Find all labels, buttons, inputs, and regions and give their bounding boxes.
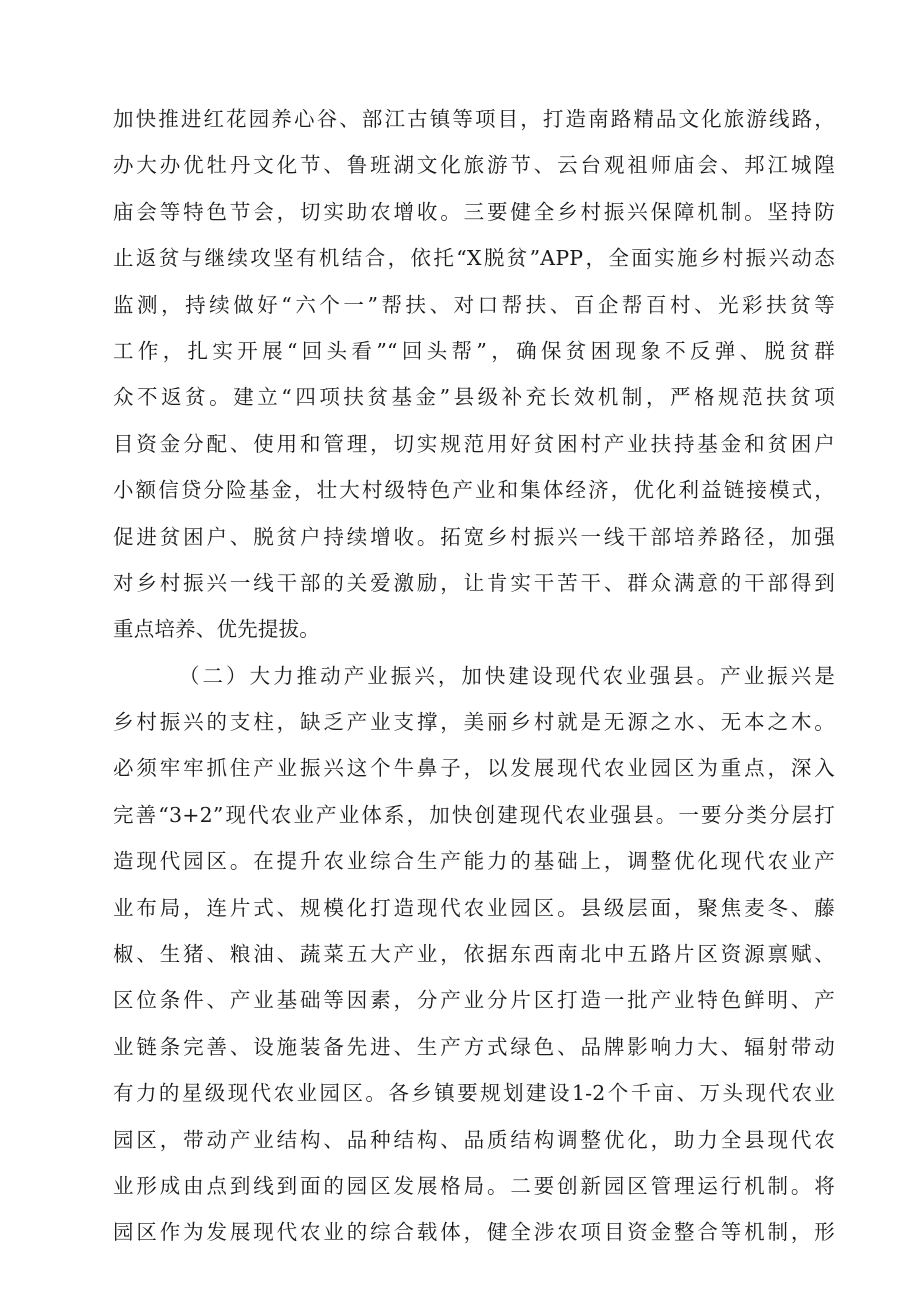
- paragraph-1-line: 工作，扎实开展“回头看”“回头帮”，确保贫困现象不反弹、脱贫群: [113, 338, 835, 363]
- paragraph-1-line: 庙会等特色节会，切实助农增收。三要健全乡村振兴保障机制。坚持防: [113, 199, 835, 224]
- paragraph-2-line: 业形成由点到线到面的园区发展格局。二要创新园区管理运行机制。将: [113, 1173, 835, 1198]
- paragraph-2-line: 椒、生猪、粮油、蔬菜五大产业，依据东西南北中五路片区资源禀赋、: [113, 942, 835, 967]
- paragraph-1-line: 加快推进红花园养心谷、部江古镇等项目，打造南路精品文化旅游线路，: [113, 107, 835, 131]
- paragraph-1-line: 止返贫与继续攻坚有机结合，依托“X脱贫”APP，全面实施乡村振兴动态: [113, 246, 835, 271]
- paragraph-1-line: 众不返贫。建立“四项扶贫基金”县级补充长效机制，严格规范扶贫项: [113, 385, 835, 410]
- paragraph-2-line: 必须牢牢抓住产业振兴这个牛鼻子，以发展现代农业园区为重点，深入: [113, 756, 835, 781]
- paragraph-2-line: 区位条件、产业基础等因素，分产业分片区打造一批产业特色鲜明、产: [113, 988, 835, 1013]
- paragraph-1-line: 监测，持续做好“六个一”帮扶、对口帮扶、百企帮百村、光彩扶贫等: [113, 292, 835, 317]
- paragraph-2-line: 乡村振兴的支柱，缺乏产业支撑，美丽乡村就是无源之水、无本之木。: [113, 710, 835, 735]
- paragraph-2-line: 造现代园区。在提升农业综合生产能力的基础上，调整优化现代农业产: [113, 849, 835, 874]
- paragraph-2-line: 园区，带动产业结构、品种结构、品质结构调整优化，助力全县现代农: [113, 1127, 835, 1152]
- paragraph-2-line: 有力的星级现代农业园区。各乡镇要规划建设1-2个千亩、万头现代农业: [113, 1081, 835, 1106]
- paragraph-1-line: 办大办优牡丹文化节、鲁班湖文化旅游节、云台观祖师庙会、邦江城隍: [113, 153, 835, 178]
- paragraph-2-line: 园区作为发展现代农业的综合载体，健全涉农项目资金整合等机制，形: [113, 1220, 835, 1245]
- paragraph-1-line: 促进贫困户、脱贫户持续增收。拓宽乡村振兴一线干部培养路径，加强: [113, 524, 835, 549]
- paragraph-1-line: 目资金分配、使用和管理，切实规范用好贫困村产业扶持基金和贫困户: [113, 431, 835, 456]
- paragraph-1-line: 小额信贷分险基金，壮大村级特色产业和集体经济，优化利益链接模式，: [113, 478, 835, 503]
- paragraph-1-line: 重点培养、优先提拔。: [113, 617, 320, 642]
- paragraph-2-line: 完善“3+2”现代农业产业体系，加快创建现代农业强县。一要分类分层打: [113, 802, 835, 827]
- paragraph-2-line: 业布局，连片式、规模化打造现代农业园区。县级层面，聚焦麦冬、藤: [113, 895, 835, 920]
- paragraph-2-heading-line: （二）大力推动产业振兴，加快建设现代农业强县。产业振兴是: [179, 663, 835, 688]
- paragraph-1-line: 对乡村振兴一线干部的关爱激励，让肯实干苦干、群众满意的干部得到: [113, 570, 835, 595]
- paragraph-2-line: 业链条完善、设施装备先进、生产方式绿色、品牌影响力大、辐射带动: [113, 1034, 835, 1059]
- document-body: [113, 96, 835, 1256]
